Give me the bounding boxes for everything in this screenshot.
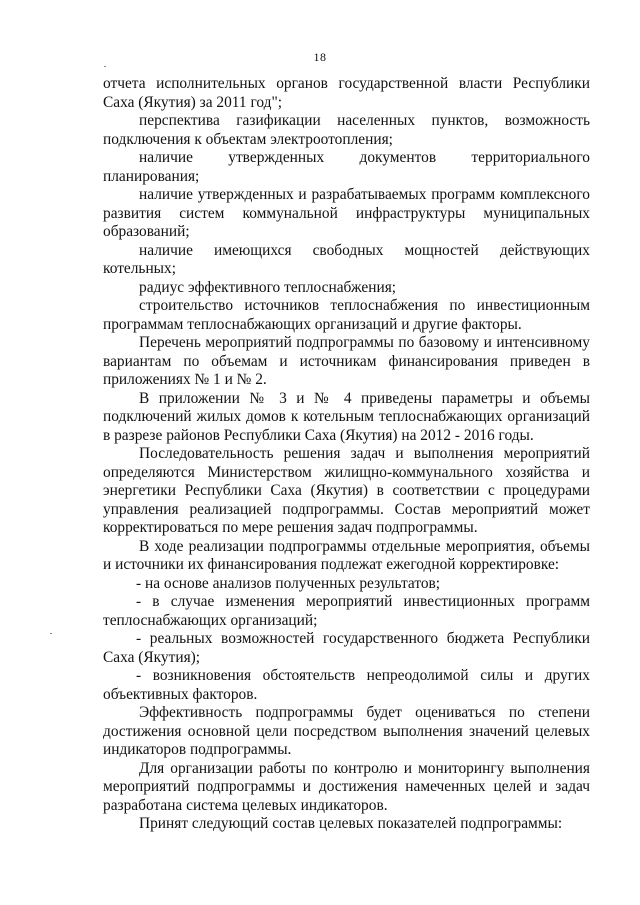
list-item: - на основе анализов полученных результатов;	[136, 574, 441, 592]
scan-speck	[104, 66, 106, 67]
paragraph: Эффективность подпрограммы будет оцениваться по степени достижения основной цели посредством выполнения значений целевых индикаторов подпрограммы.	[103, 704, 590, 758]
scan-speck	[50, 633, 52, 634]
paragraph: В приложении № 3 и № 4 приведены параметры и объемы подключений жилых домов к котельным теплоснабжающих организаций в разрезе районов Республики Саха (Якутия) на 2012 - 2016 годы.	[103, 389, 590, 444]
list-item: - реальных возможностей государственного бюджета Республики Саха (Якутия);	[103, 630, 590, 666]
document-body	[103, 75, 590, 834]
list-item: - в случае изменения мероприятий инвестиционных программ теплоснабжающих организаций;	[103, 593, 590, 629]
paragraph: В ходе реализации подпрограммы отдельные мероприятия, объемы и источники их финансирования подлежат ежегодной корректировке:	[103, 537, 590, 573]
paragraph: отчета исполнительных органов государственной власти Республики Саха (Якутия) за 2011 год";	[103, 75, 590, 111]
paragraph: Перечень мероприятий подпрограммы по базовому и интенсивному вариантам по объемам и источникам финансирования приведен в приложениях № 1 и № 2.	[103, 334, 590, 388]
paragraph: Последовательность решения задач и выполнения мероприятий определяются Министерством жилищно-коммунального хозяйства и энергетики Республики Саха (Якутия) в соответствии с процедурами управления реализацией подпрограммы. Состав мероприятий может корректироваться по мере решения задач подпрограммы.	[103, 445, 590, 536]
paragraph: наличие утвержденных и разрабатываемых программ комплексного развития систем коммунальной инфраструктуры муниципальных образований;	[103, 186, 590, 240]
list-item: - возникновения обстоятельств непреодолимой силы и других объективных факторов.	[103, 667, 590, 703]
paragraph: наличие утвержденных документов территориального планирования;	[103, 149, 590, 185]
paragraph: радиус эффективного теплоснабжения;	[139, 278, 397, 296]
paragraph: перспектива газификации населенных пунктов, возможность подключения к объектам электроотопления;	[103, 112, 590, 148]
paragraph: Принят следующий состав целевых показателей подпрограммы:	[139, 815, 563, 832]
paragraph: Для организации работы по контролю и мониторингу выполнения мероприятий подпрограммы и достижения намеченных целей и задач разработана система целевых индикаторов.	[103, 759, 590, 814]
paragraph: наличие имеющихся свободных мощностей действующих котельных;	[103, 241, 590, 277]
page-number: 18	[313, 50, 327, 64]
paragraph: строительство источников теплоснабжения по инвестиционным программам теплоснабжающих организаций и другие факторы.	[103, 297, 590, 333]
